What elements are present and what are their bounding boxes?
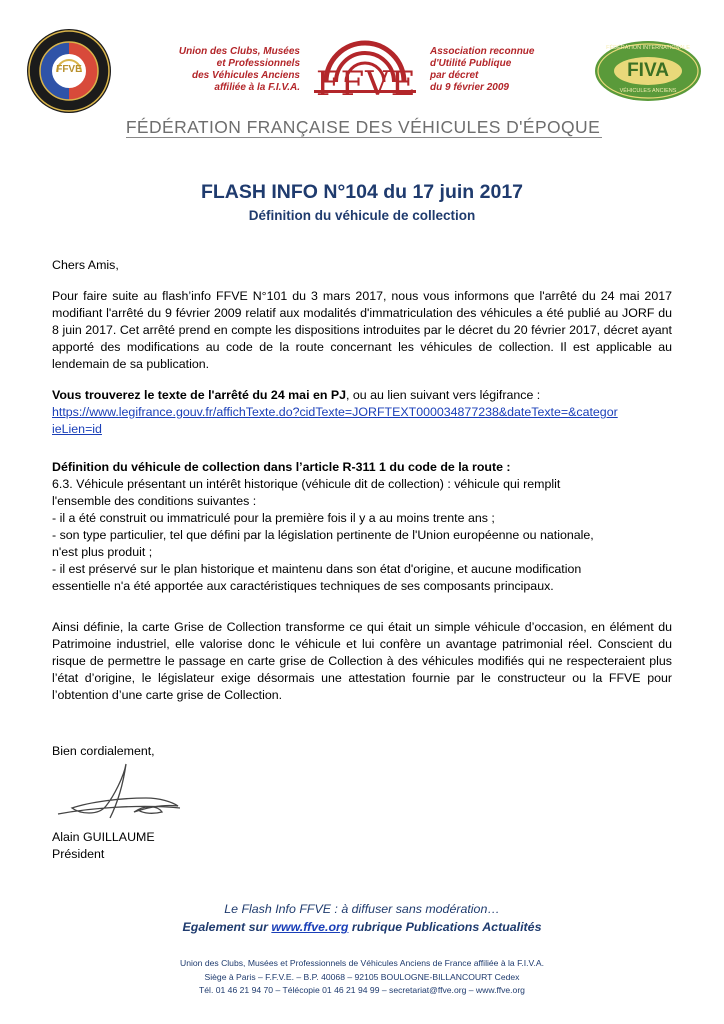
paragraph-intro: Pour faire suite au flash’info FFVE N°101 du 3 mars 2017, nous vous informons que l'arrêté du 24 mai 2017 modifiant l'arrêté du 9 février 2009 relatif aux modalités d'immatriculation des véhicules a été publié au JORF du 8 juin 2017. Cet arrêté prend en compte les dispositions introduites par le décret du 20 février 2017, décret ayant apporté des modifications au code de la route concernant les véhicules de collection. Il est applicable au lendemain de sa publication. xyxy=(52,289,672,371)
signer-title: Président xyxy=(52,847,105,861)
left-seal-label: FFVE xyxy=(56,64,82,75)
left-ffve-seal xyxy=(26,28,112,114)
attachment-line xyxy=(52,387,682,404)
fiva-wordmark: FIVA xyxy=(627,60,669,81)
header-left-text xyxy=(160,46,300,94)
header-right-line: Association reconnue xyxy=(430,46,535,57)
header-banner: FÉDÉRATION FRANÇAISE DES VÉHICULES D'ÉPOQUE xyxy=(125,117,601,137)
legifrance-link-cont[interactable]: ieLien=id xyxy=(52,422,102,436)
attachment-bold: Vous trouverez le texte de l'arrêté du 24 mai en PJ xyxy=(52,388,347,402)
footer-note-line2 xyxy=(0,918,724,936)
paragraph-attachment xyxy=(52,387,682,438)
header-left-line: Union des Clubs, Musées xyxy=(178,46,300,57)
definition-line: l'ensemble des conditions suivantes : xyxy=(52,494,257,508)
page-title: FLASH INFO N°104 du 17 juin 2017 xyxy=(200,181,524,203)
definition-line: n'est plus produit ; xyxy=(52,545,153,559)
fiva-ring-bottom: VÉHICULES ANCIENS xyxy=(619,88,677,94)
ffve-website-link[interactable]: www.ffve.org xyxy=(271,920,349,934)
center-logo-letters: FFVE xyxy=(316,64,417,104)
closing: Bien cordialement, xyxy=(52,744,155,758)
signature xyxy=(50,758,190,828)
paragraph-conclusion: Ainsi définie, la carte Grise de Collection transforme ce qui était un simple véhicule d’occasion, en élément du Patrimoine industriel, elle valorise donc le véhicule et lui confère un avantage patrimonial réel. Conscient du risque de permettre le passage en carte grise de Collection à des véhicules modifiés qui ne respecteraient plus l’état d’origine, le législateur exige désormais une attestation fournie par le constructeur ou la FFVE pour l’obtention d’une carte grise de Collection. xyxy=(52,620,672,702)
footer-address-line: Union des Clubs, Musées et Professionnels de Véhicules Anciens de France affiliée à la F.I.V.A. xyxy=(179,958,544,968)
definition-line: - il a été construit ou immatriculé pour la première fois il y a au moins trente ans ; xyxy=(52,511,495,525)
footer-note xyxy=(0,900,724,936)
definition-line: - il est préservé sur le plan historique et maintenu dans son état d'origine, et aucune modification xyxy=(52,562,582,576)
header-left-line: et Professionnels xyxy=(216,58,300,69)
header-right-line: du 9 février 2009 xyxy=(430,82,509,93)
header-right-text xyxy=(430,46,570,94)
definition-block xyxy=(52,459,682,595)
definition-heading: Définition du véhicule de collection dans l’article R-311 1 du code de la route : xyxy=(52,460,511,474)
greeting: Chers Amis, xyxy=(52,258,119,272)
footer-address-line: Siège à Paris – F.F.V.E. – B.P. 40068 – 92105 BOULOGNE-BILLANCOURT Cedex xyxy=(204,971,520,982)
header-left-line: affiliée à la F.I.V.A. xyxy=(214,82,300,93)
definition-line: - son type particulier, tel que défini par la législation pertinente de l'Union européenne ou nationale, xyxy=(52,528,594,542)
footer-note-line1: Le Flash Info FFVE : à diffuser sans modération… xyxy=(224,902,500,916)
footer-address-line: Tél. 01 46 21 94 70 – Télécopie 01 46 21 94 99 – secretariat@ffve.org – www.ffve.org xyxy=(199,985,525,995)
header-divider xyxy=(126,137,602,138)
header-left-line: des Véhicules Anciens xyxy=(191,70,300,81)
fiva-ring-top: FÉDÉRATION INTERNATIONALE xyxy=(606,45,690,51)
definition-line: 6.3. Véhicule présentant un intérêt historique (véhicule dit de collection) : véhicule qui remplit xyxy=(52,477,561,491)
definition-line: essentielle n'a été apportée aux caractéristiques techniques de ses composants principaux. xyxy=(52,579,554,593)
center-ffve-logo xyxy=(312,26,418,112)
footer-note-suffix: rubrique Publications Actualités xyxy=(348,920,542,934)
footer-note-prefix: Egalement sur xyxy=(182,920,272,934)
footer-address xyxy=(0,957,724,998)
attachment-rest: , ou au lien suivant vers légifrance : xyxy=(346,388,541,402)
signer-name: Alain GUILLAUME xyxy=(52,830,155,844)
header-right-line: d'Utilité Publique xyxy=(430,58,512,69)
page-subtitle: Définition du véhicule de collection xyxy=(248,208,476,223)
fiva-logo xyxy=(594,40,702,102)
header-right-line: par décret xyxy=(430,70,479,81)
legifrance-link[interactable]: https://www.legifrance.gouv.fr/affichTexte.do?cidTexte=JORFTEXT000034877238&dateTexte=&categor xyxy=(52,405,618,419)
